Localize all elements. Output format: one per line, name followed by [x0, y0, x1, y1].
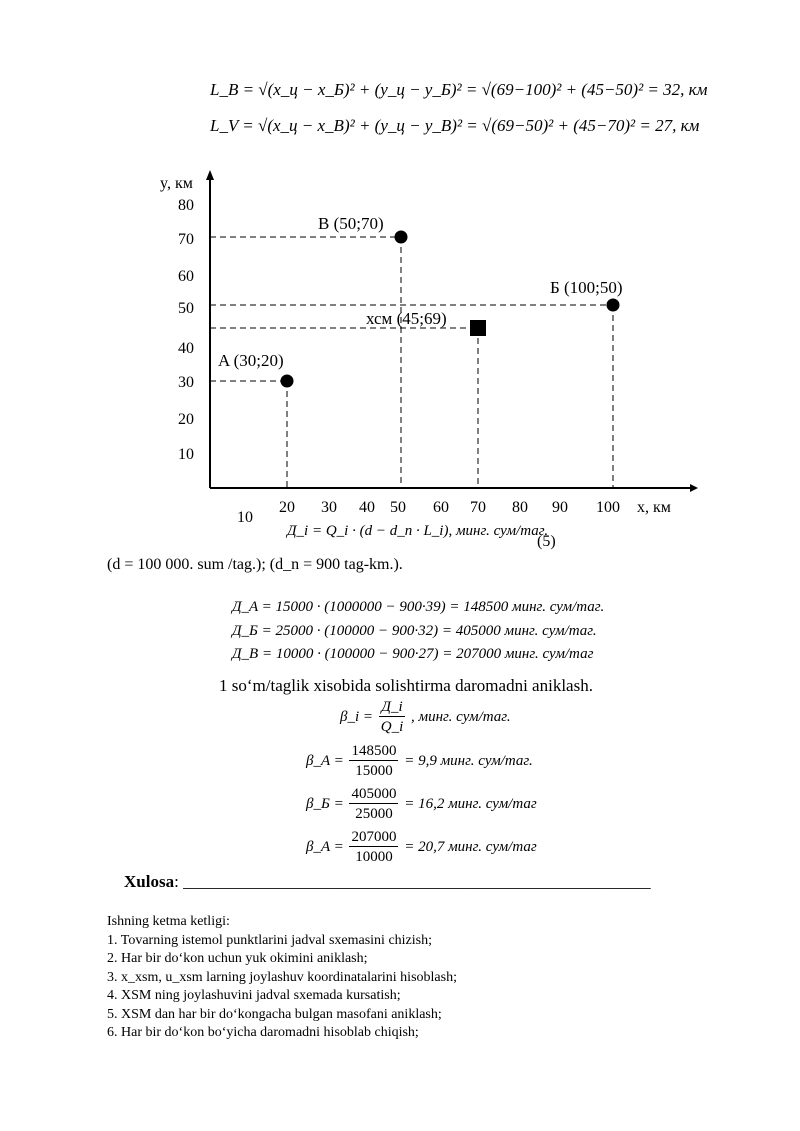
y-tick-label: 60 [178, 268, 194, 285]
y-tick-label: 30 [178, 374, 194, 391]
beta-calc-a [306, 742, 533, 781]
point-marker [607, 299, 620, 312]
x-tick-label: 30 [321, 499, 337, 516]
beta-calc-num: 148500 [351, 743, 397, 759]
point-label: A (30;20) [218, 351, 284, 370]
point-marker-square [470, 320, 486, 336]
step-item: 4. XSM ning joylashuvini jadval sxemada kursatish; [107, 988, 401, 1003]
conclusion-label: Xulosa [124, 872, 175, 891]
beta-calc-lhs: β_Б = [306, 795, 344, 812]
y-axis-label: y, км [160, 175, 193, 192]
beta-calc-den: 10000 [355, 849, 393, 865]
y-tick-label: 50 [178, 300, 194, 317]
x-tick-label: 90 [552, 499, 568, 516]
beta-calc-result: = 16,2 минг. сум/таг [404, 795, 537, 812]
point-marker [281, 375, 294, 388]
step-item: 2. Har bir do‘kon uchun yuk okimini aniklash; [107, 951, 368, 966]
step-item: 6. Har bir do‘kon bo‘yicha daromadni hisoblab chiqish; [107, 1025, 419, 1040]
beta-num: Д_i [381, 699, 403, 715]
beta-calc-num: 207000 [351, 829, 397, 845]
x-tick-label: 50 [390, 499, 406, 516]
beta-calc-result: = 9,9 минг. сум/таг. [404, 752, 533, 769]
beta-calc-v [306, 828, 537, 867]
conclusion-colon: : [174, 872, 179, 891]
x-axis-label: x, км [637, 499, 671, 516]
income-formula-number: (5) [537, 533, 556, 550]
conclusion-line [124, 872, 651, 892]
x-tick-label: 70 [470, 499, 486, 516]
income-calc-v: Д_B = 10000 · (100000 − 900·27) = 207000 минг. сум/таг [232, 646, 594, 662]
beta-unit: , минг. сум/таг. [411, 708, 511, 725]
y-tick-label: 20 [178, 411, 194, 428]
x-axis-arrow [690, 484, 698, 492]
step-item: 5. XSM dan har bir do‘kongacha bulgan masofani aniklash; [107, 1006, 442, 1022]
beta-calc-b [306, 785, 537, 824]
specific-income-heading: 1 so‘m/taglik xisobida solishtirma daromadni aniklash. [219, 676, 593, 695]
x-tick-label: 60 [433, 499, 449, 516]
x-tick-label: 40 [359, 499, 375, 516]
x-tick-label: 10 [237, 509, 253, 525]
x-tick-label: 80 [512, 499, 528, 516]
y-tick-label: 40 [178, 340, 194, 357]
x-tick-label: 20 [279, 499, 295, 516]
point-label: B (50;70) [318, 214, 384, 233]
income-calc-a: Д_A = 15000 · (1000000 − 900·39) = 148500 минг. сум/таг. [232, 599, 605, 615]
y-tick-label: 70 [178, 231, 194, 248]
point-label: хсм (45;69) [366, 309, 447, 328]
beta-calc-den: 15000 [355, 763, 393, 779]
beta-calc-lhs: β_A = [306, 838, 344, 855]
point-marker [395, 231, 408, 244]
beta-den: Q_i [380, 719, 404, 735]
steps-section [107, 913, 457, 1043]
steps-title: Ishning ketma ketligi: [107, 914, 230, 929]
beta-formula [340, 698, 511, 737]
step-item: 1. Tovarning istemol punktlarini jadval sxemasini chizish; [107, 932, 432, 948]
beta-calc-num: 405000 [351, 786, 397, 802]
beta-lhs: β_i = [340, 708, 374, 725]
step-item: 3. x_xsm, u_xsm larning joylashuv koordinatalarini hisoblash; [107, 969, 457, 985]
params-text: (d = 100 000. sum /tag.); (d_n = 900 tag-km.). [107, 556, 403, 573]
income-calc-b: Д_Б = 25000 · (100000 − 900·32) = 405000 минг. сум/таг. [232, 623, 597, 639]
beta-calc-result: = 20,7 минг. сум/таг [404, 838, 537, 855]
location-chart [0, 160, 800, 525]
income-formula: Д_i = Q_i · (d − d_n · L_i), минг. сум/таг. [287, 523, 549, 539]
formula-lb: L_B = √(x_ц − x_Б)² + (y_ц − y_Б)² = √(69−100)² + (45−50)² = 32, км [210, 80, 708, 99]
beta-calc-lhs: β_A = [306, 752, 344, 769]
x-tick-label: 100 [596, 499, 620, 516]
y-tick-label: 80 [178, 197, 194, 214]
conclusion-blank: _______________________________________________________ [183, 872, 651, 891]
formula-lv: L_V = √(x_ц − x_B)² + (y_ц − y_B)² = √(69−50)² + (45−70)² = 27, км [210, 116, 700, 135]
point-label: Б (100;50) [550, 278, 623, 297]
beta-calc-den: 25000 [355, 806, 393, 822]
y-tick-label: 10 [178, 446, 194, 463]
y-axis-arrow [206, 170, 214, 180]
